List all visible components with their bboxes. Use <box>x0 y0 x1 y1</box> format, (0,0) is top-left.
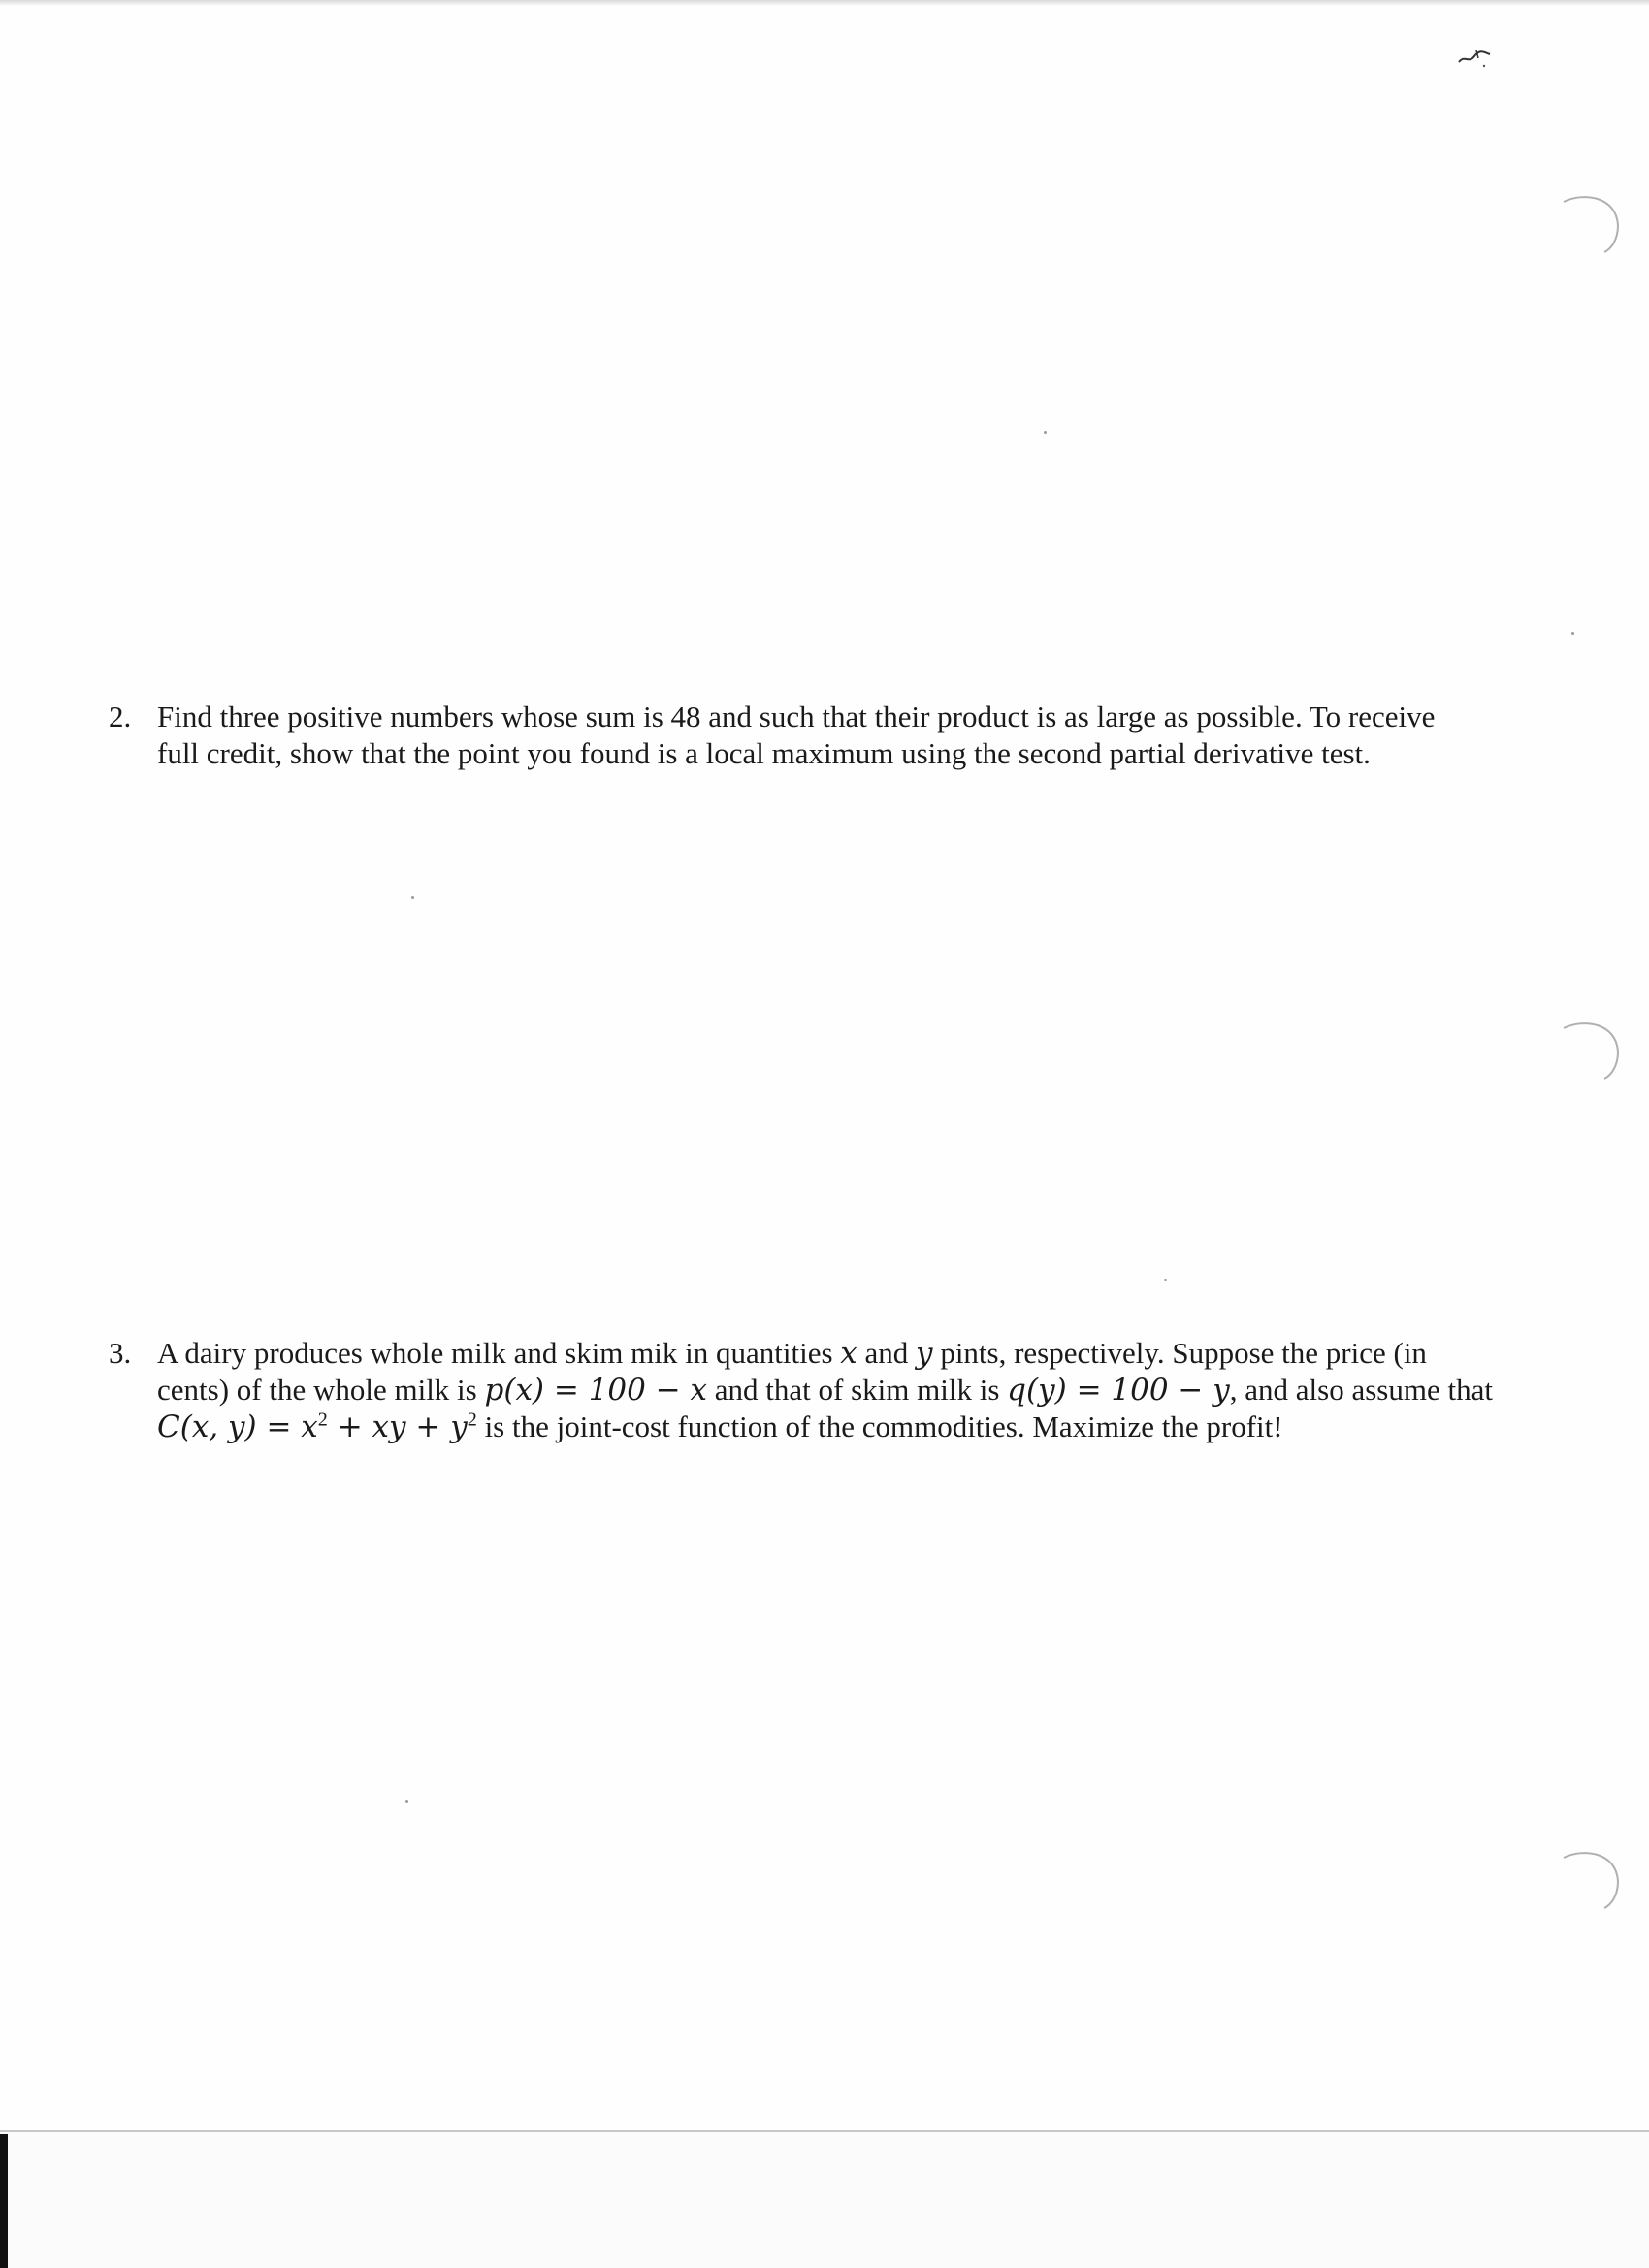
scan-speck <box>405 1800 408 1803</box>
problem-text <box>157 1335 1583 1445</box>
punch-hole-icon <box>1562 192 1620 254</box>
text-run: A dairy produces whole milk and skim mik in quantities <box>157 1336 841 1370</box>
scan-left-bar <box>0 2134 8 2268</box>
scan-speck <box>1164 1279 1167 1281</box>
exponent: 2 <box>317 1409 328 1431</box>
text-run: and that of skim milk is <box>707 1373 1008 1407</box>
problem-number: 3. <box>109 1336 132 1370</box>
math-var: y <box>916 1336 933 1371</box>
problem-line: full credit, show that the point you found is a local maximum using the second partial derivative test. <box>157 736 1371 770</box>
problem-line <box>157 1372 1583 1409</box>
scan-speck <box>411 896 414 899</box>
scan-margin <box>0 2132 1649 2268</box>
text-run: and <box>857 1336 917 1370</box>
text-run: , and also assume that <box>1229 1373 1493 1407</box>
problem-3 <box>109 1335 1583 1445</box>
problem-text <box>157 698 1583 772</box>
scan-speck <box>1044 431 1047 434</box>
price-function: p(x) = 100 − x <box>484 1373 708 1408</box>
text-run: pints, respectively. Suppose the price (in <box>932 1336 1427 1370</box>
problem-number: 2. <box>109 699 132 733</box>
price-function: q(y) = 100 − y <box>1007 1373 1230 1408</box>
scan-speck <box>1571 632 1574 635</box>
problem-2 <box>109 698 1583 772</box>
cost-function: x <box>301 1409 318 1444</box>
math-var: x <box>840 1336 857 1371</box>
punch-hole-icon <box>1562 1848 1620 1910</box>
cost-function: C(x, y) = <box>157 1409 302 1444</box>
pen-mark-icon <box>1455 45 1494 70</box>
cost-function: + xy + y <box>327 1409 468 1444</box>
punch-hole-icon <box>1562 1019 1620 1081</box>
scan-top-edge <box>0 0 1649 6</box>
exponent: 2 <box>467 1409 477 1431</box>
text-run: is the joint-cost function of the commodities. Maximize the profit! <box>476 1409 1283 1443</box>
problem-line <box>157 1409 1583 1445</box>
problem-line <box>157 1335 1583 1372</box>
problem-line: Find three positive numbers whose sum is 48 and such that their product is as large as possible. To receive <box>157 699 1436 733</box>
text-run: cents) of the whole milk is <box>157 1373 485 1407</box>
